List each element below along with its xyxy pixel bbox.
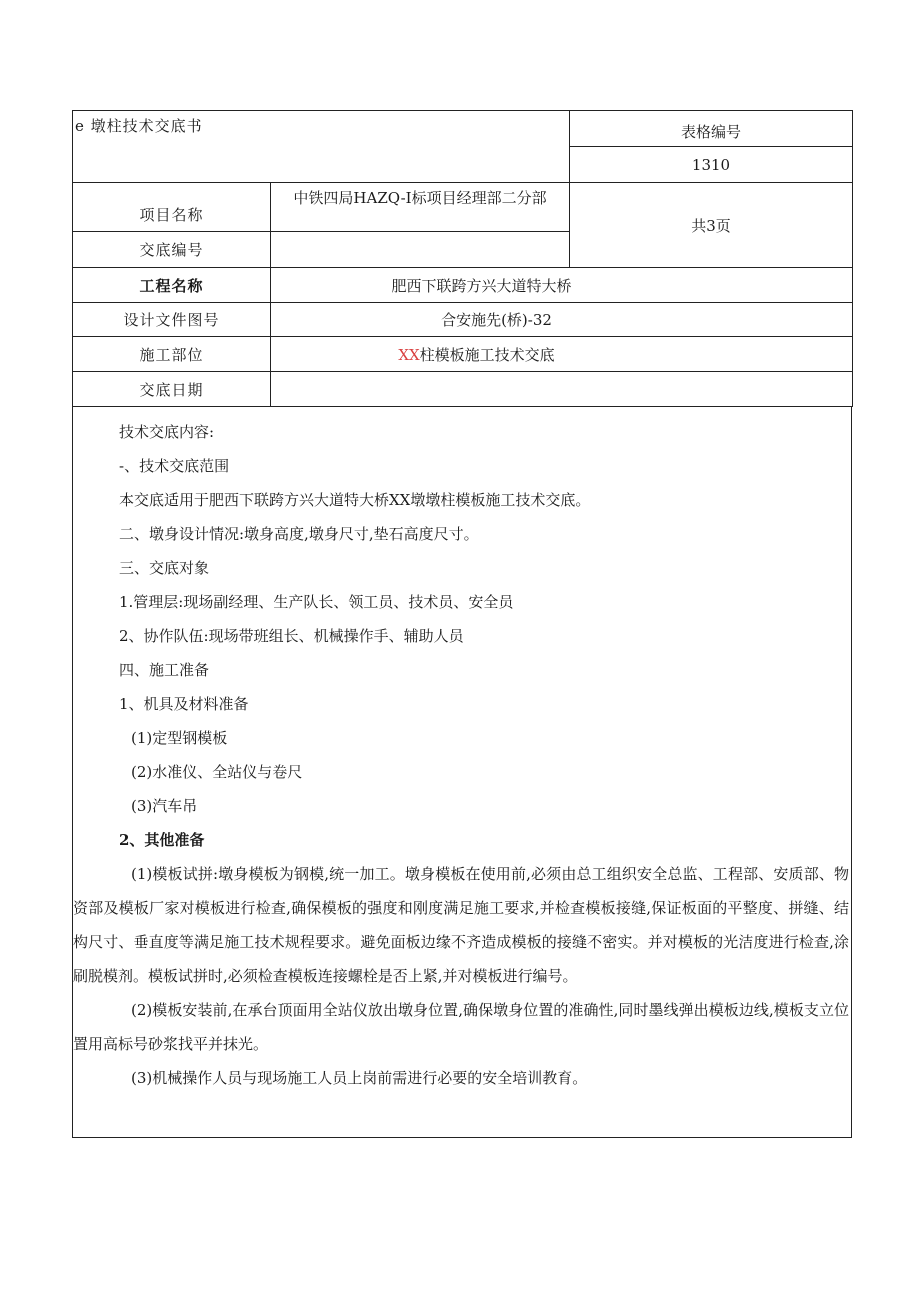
part-value-red: XX — [398, 345, 420, 364]
equipment-item-3: (3)汽车吊 — [131, 797, 198, 815]
document-page — [72, 110, 852, 1138]
date-value — [271, 372, 853, 407]
part-label: 施工部位 — [73, 337, 271, 372]
equipment-item-1: (1)定型钢模板 — [131, 729, 228, 747]
design-value: 合安施先(桥)-32 — [271, 303, 853, 337]
eng-value: 肥西下联跨方兴大道特大桥 — [271, 268, 853, 303]
paragraph-1: (1)模板试拼:墩身模板为钢模,统一加工。墩身模板在使用前,必须由总工组织安全总监、工程部、安质部、物资部及模板厂家对模板进行检查,确保模板的强度和刚度满足施工要求,并检查模板接缝,保证板面的平整度、拼缝、结构尺寸、垂直度等满足施工技术规程要求。避免面板边缘不齐造成模板的接缝不密实。并对模板的光洁度进行检查,涂刷脱模剂。模板试拼时,必须检查模板连接螺栓是否上紧,并对模板进行编号。 — [73, 865, 849, 985]
section-3-item-1: 1.管理层:现场副经理、生产队长、领工员、技术员、安全员 — [119, 593, 514, 611]
header-table — [72, 110, 853, 407]
part-value — [271, 337, 853, 372]
equipment-item-2: (2)水准仪、全站仪与卷尺 — [131, 763, 303, 781]
paragraph-3: (3)机械操作人员与现场施工人员上岗前需进行必要的安全培训教育。 — [131, 1069, 588, 1087]
section-2-text: 二、墩身设计情况:墩身高度,墩身尺寸,垫石高度尺寸。 — [119, 525, 479, 543]
eng-label: 工程名称 — [73, 268, 271, 303]
content-box — [72, 407, 852, 1138]
design-label: 设计文件图号 — [73, 303, 271, 337]
section-4-heading: 四、施工准备 — [119, 661, 210, 679]
paragraph-2: (2)模板安装前,在承台顶面用全站仪放出墩身位置,确保墩身位置的准确性,同时墨线弹出模板边线,模板支立位置用高标号砂浆找平并抹光。 — [73, 1001, 849, 1053]
disclosure-no-value — [271, 232, 570, 268]
project-label: 项目名称 — [73, 183, 271, 232]
pages-value: 共3页 — [570, 183, 853, 268]
form-no-label: 表格编号 — [570, 111, 853, 147]
section-1-text: 本交底适用于肥西下联跨方兴大道特大桥XX墩墩柱模板施工技术交底。 — [119, 491, 591, 509]
part-value-rest: 柱模板施工技术交底 — [419, 345, 555, 364]
section-4-sub-1: 1、机具及材料准备 — [119, 695, 249, 713]
disclosure-no-label: 交底编号 — [73, 232, 271, 268]
section-3-heading: 三、交底对象 — [119, 559, 210, 577]
section-1-heading: -、技术交底范围 — [119, 457, 230, 475]
content-heading: 技术交底内容: — [119, 423, 215, 441]
section-3-item-2: 2、协作队伍:现场带班组长、机械操作手、辅助人员 — [119, 627, 464, 645]
form-no-value: 1310 — [570, 147, 853, 183]
document-title: e 墩柱技术交底书 — [73, 111, 570, 183]
date-label: 交底日期 — [73, 372, 271, 407]
project-value: 中铁四局HAZQ-I标项目经理部二分部 — [271, 183, 570, 232]
section-4-sub-2: 2、其他准备 — [119, 831, 205, 849]
